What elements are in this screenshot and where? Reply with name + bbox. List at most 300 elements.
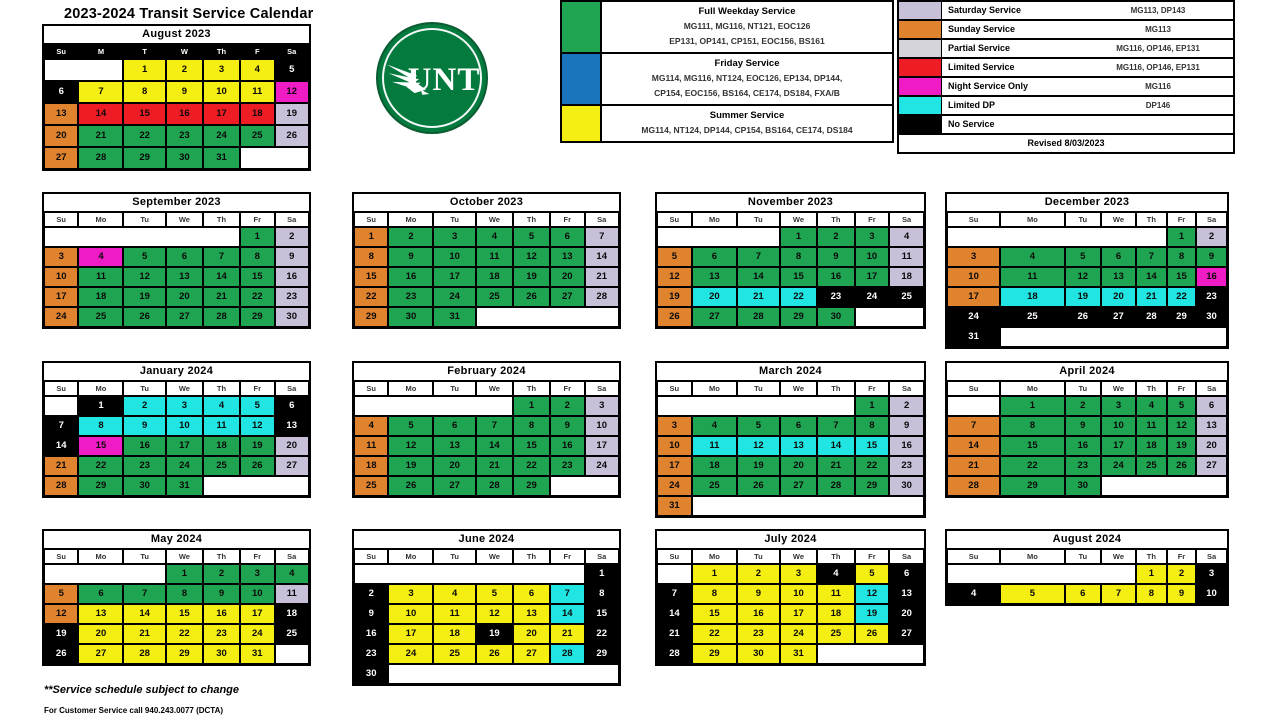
day-cell: 20 <box>550 267 584 287</box>
day-cell: 30 <box>354 664 388 684</box>
day-cell: 8 <box>123 81 165 103</box>
day-cell: 25 <box>433 644 475 664</box>
day-cell: 24 <box>44 307 78 327</box>
weekday-header-row <box>947 212 1227 227</box>
day-cell: 29 <box>123 147 165 169</box>
day-cell: 7 <box>585 227 619 247</box>
day-cell: 15 <box>1000 436 1064 456</box>
day-cell: 1 <box>240 227 274 247</box>
day-cell: 20 <box>889 604 924 624</box>
day-cell: 3 <box>855 227 890 247</box>
day-cell: 15 <box>692 604 737 624</box>
weekday-header: Th <box>817 381 854 396</box>
legend-left <box>560 0 894 143</box>
day-cell: 17 <box>388 624 433 644</box>
day-cell: 13 <box>550 247 584 267</box>
day-cell: 30 <box>1065 476 1101 496</box>
month-title: August 2023 <box>44 26 309 44</box>
day-cell: 3 <box>203 59 240 81</box>
weekday-header: We <box>476 212 513 227</box>
day-cell: 1 <box>692 564 737 584</box>
day-cell: 7 <box>123 584 165 604</box>
legend-section-title: Full Weekday Service <box>698 6 796 17</box>
weekday-header: Th <box>203 381 240 396</box>
day-cell: 13 <box>275 416 309 436</box>
month-title: May 2024 <box>44 531 309 549</box>
weekday-header: Th <box>817 212 854 227</box>
weekday-header: We <box>476 381 513 396</box>
day-cell: 3 <box>240 564 274 584</box>
day-cell: 10 <box>585 416 619 436</box>
day-cell: 19 <box>855 604 890 624</box>
weekday-header: Mo <box>1000 549 1064 564</box>
calendar-week-row <box>44 416 309 436</box>
day-cell: 26 <box>44 644 78 664</box>
day-cell: 29 <box>585 644 619 664</box>
day-cell: 15 <box>166 604 203 624</box>
weekday-header: Sa <box>889 381 924 396</box>
calendar-week-row <box>657 436 924 456</box>
day-cell: 29 <box>240 307 274 327</box>
day-cell: 30 <box>817 307 854 327</box>
empty-cell <box>388 664 619 684</box>
day-cell: 21 <box>123 624 165 644</box>
legend-label: Partial Service <box>948 43 1011 53</box>
day-cell: 18 <box>203 436 240 456</box>
day-cell: 1 <box>123 59 165 81</box>
weekday-header: Su <box>657 212 692 227</box>
legend-section-yellow <box>562 106 892 141</box>
weekday-header: F <box>240 44 274 59</box>
calendar-week-row <box>354 247 619 267</box>
lavender-swatch <box>899 2 942 19</box>
month-title: January 2024 <box>44 363 309 381</box>
day-cell: 2 <box>1065 396 1101 416</box>
calendar-week-row <box>657 227 924 247</box>
weekday-header: Th <box>1136 212 1167 227</box>
day-cell: 1 <box>1136 564 1167 584</box>
empty-cell <box>240 147 309 169</box>
day-cell: 1 <box>855 396 890 416</box>
day-cell: 24 <box>166 456 203 476</box>
day-cell: 6 <box>275 396 309 416</box>
day-cell: 21 <box>550 624 584 644</box>
day-cell: 13 <box>1101 267 1136 287</box>
day-cell: 11 <box>817 584 854 604</box>
weekday-header: Tu <box>433 549 475 564</box>
day-cell: 18 <box>354 456 388 476</box>
day-cell: 27 <box>44 147 78 169</box>
day-cell: 8 <box>855 416 890 436</box>
day-cell: 16 <box>354 624 388 644</box>
day-cell: 20 <box>1196 436 1227 456</box>
day-cell: 15 <box>780 267 817 287</box>
day-cell: 14 <box>947 436 1000 456</box>
day-cell: 26 <box>240 456 274 476</box>
weekday-header: Tu <box>433 381 475 396</box>
calendar-week-row <box>44 624 309 644</box>
day-cell: 4 <box>817 564 854 584</box>
day-cell: 27 <box>550 287 584 307</box>
day-cell: 17 <box>240 604 274 624</box>
day-cell: 10 <box>780 584 817 604</box>
weekday-header: Sa <box>585 549 619 564</box>
day-cell: 31 <box>433 307 475 327</box>
legend-label: Limited DP <box>948 100 996 110</box>
empty-cell <box>44 227 240 247</box>
legend-label: Sunday Service <box>948 24 1016 34</box>
day-cell: 24 <box>947 307 1000 327</box>
day-cell: 9 <box>166 81 203 103</box>
day-cell: 7 <box>78 81 123 103</box>
month-title: October 2023 <box>354 194 619 212</box>
weekday-header: Su <box>354 549 388 564</box>
day-cell: 17 <box>657 456 692 476</box>
calendar-week-row <box>657 287 924 307</box>
weekday-header: Tu <box>123 381 165 396</box>
day-cell: 10 <box>1196 584 1227 604</box>
day-cell: 9 <box>1196 247 1227 267</box>
legend-section-blue <box>562 54 892 106</box>
day-cell: 27 <box>692 307 737 327</box>
day-cell: 3 <box>657 416 692 436</box>
day-cell: 26 <box>123 307 165 327</box>
weekday-header-row <box>657 549 924 564</box>
weekday-header: Tu <box>737 549 780 564</box>
day-cell: 29 <box>513 476 550 496</box>
day-cell: 27 <box>889 624 924 644</box>
calendar-week-row <box>44 147 309 169</box>
legend-row-cyan <box>899 97 1233 116</box>
calendar-week-row <box>947 476 1227 496</box>
weekday-header: Fr <box>855 549 890 564</box>
day-cell: 1 <box>585 564 619 584</box>
legend-label: Limited Service <box>948 62 1015 72</box>
day-cell: 15 <box>78 436 123 456</box>
day-cell: 1 <box>78 396 123 416</box>
day-cell: 22 <box>123 125 165 147</box>
month-title: June 2024 <box>354 531 619 549</box>
day-cell: 22 <box>513 456 550 476</box>
day-cell: 18 <box>476 267 513 287</box>
empty-cell <box>44 59 123 81</box>
calendar-week-row <box>354 227 619 247</box>
weekday-header: Fr <box>550 212 584 227</box>
day-cell: 29 <box>166 644 203 664</box>
day-cell: 2 <box>123 396 165 416</box>
weekday-header: Th <box>513 212 550 227</box>
day-cell: 14 <box>550 604 584 624</box>
day-cell: 28 <box>44 476 78 496</box>
empty-cell <box>855 307 924 327</box>
footnote-schedule-change: **Service schedule subject to change <box>44 684 240 696</box>
day-cell: 20 <box>780 456 817 476</box>
day-cell: 10 <box>44 267 78 287</box>
day-cell: 18 <box>1136 436 1167 456</box>
legend-value: MG113, DP143 <box>1130 6 1186 15</box>
weekday-header: Fr <box>855 212 890 227</box>
day-cell: 8 <box>354 247 388 267</box>
weekday-header: We <box>1101 381 1136 396</box>
day-cell: 13 <box>78 604 123 624</box>
day-cell: 14 <box>476 436 513 456</box>
calendar-week-row <box>657 584 924 604</box>
day-cell: 8 <box>1167 247 1196 267</box>
day-cell: 22 <box>354 287 388 307</box>
weekday-header: Mo <box>388 549 433 564</box>
weekday-header: Mo <box>692 381 737 396</box>
legend-route-list: MG114, NT124, DP144, CP154, BS164, CE174, DS184 <box>641 125 853 135</box>
calendar-week-row <box>947 247 1227 267</box>
day-cell: 16 <box>889 436 924 456</box>
day-cell: 10 <box>1101 416 1136 436</box>
weekday-header: We <box>166 549 203 564</box>
empty-cell <box>947 396 1000 416</box>
day-cell: 11 <box>1000 267 1064 287</box>
day-cell: 6 <box>166 247 203 267</box>
calendar-week-row <box>44 436 309 456</box>
day-cell: 20 <box>44 125 78 147</box>
legend-value: MG113 <box>1145 25 1171 34</box>
legend-row-lavender <box>899 2 1233 21</box>
day-cell: 18 <box>433 624 475 644</box>
day-cell: 10 <box>203 81 240 103</box>
calendar-february-2024 <box>352 361 621 498</box>
month-title: September 2023 <box>44 194 309 212</box>
day-cell: 3 <box>388 584 433 604</box>
day-cell: 13 <box>1196 416 1227 436</box>
day-cell: 12 <box>855 584 890 604</box>
day-cell: 1 <box>1167 227 1196 247</box>
day-cell: 10 <box>388 604 433 624</box>
day-cell: 25 <box>240 125 274 147</box>
gray-swatch <box>899 40 942 57</box>
day-cell: 13 <box>692 267 737 287</box>
calendar-week-row <box>44 564 309 584</box>
day-cell: 25 <box>1136 456 1167 476</box>
magenta-swatch <box>899 78 942 95</box>
weekday-header: Su <box>947 549 1000 564</box>
day-cell: 26 <box>657 307 692 327</box>
day-cell: 7 <box>44 416 78 436</box>
day-cell: 12 <box>123 267 165 287</box>
day-cell: 25 <box>203 456 240 476</box>
weekday-header: Sa <box>889 212 924 227</box>
empty-cell <box>657 396 855 416</box>
weekday-header: Su <box>44 212 78 227</box>
day-cell: 27 <box>433 476 475 496</box>
legend-section-text <box>602 54 892 104</box>
day-cell: 7 <box>817 416 854 436</box>
weekday-header-row <box>657 381 924 396</box>
weekday-header: Sa <box>275 44 309 59</box>
calendar-april-2024 <box>945 361 1229 498</box>
calendar-march-2024 <box>655 361 926 518</box>
calendar-week-row <box>354 307 619 327</box>
day-cell: 1 <box>780 227 817 247</box>
logo-text: UNT <box>407 61 481 98</box>
calendar-january-2024 <box>42 361 311 498</box>
calendar-week-row <box>44 584 309 604</box>
day-cell: 20 <box>166 287 203 307</box>
calendar-week-row <box>657 416 924 436</box>
calendar-week-row <box>44 476 309 496</box>
day-cell: 5 <box>1065 247 1101 267</box>
calendar-december-2023 <box>945 192 1229 349</box>
calendar-week-row <box>657 496 924 516</box>
day-cell: 22 <box>166 624 203 644</box>
day-cell: 10 <box>657 436 692 456</box>
legend-route-list: MG111, MG116, NT121, EOC126 <box>683 21 811 31</box>
weekday-header: Fr <box>550 549 584 564</box>
day-cell: 18 <box>889 267 924 287</box>
weekday-header: Sa <box>275 549 309 564</box>
day-cell: 23 <box>889 456 924 476</box>
day-cell: 14 <box>737 267 780 287</box>
calendar-week-row <box>657 476 924 496</box>
day-cell: 12 <box>1065 267 1101 287</box>
empty-cell <box>44 564 166 584</box>
day-cell: 14 <box>585 247 619 267</box>
calendar-week-row <box>354 396 619 416</box>
calendar-week-row <box>947 436 1227 456</box>
weekday-header: Tu <box>433 212 475 227</box>
calendar-june-2024 <box>352 529 621 686</box>
day-cell: 28 <box>1136 307 1167 327</box>
day-cell: 4 <box>433 584 475 604</box>
day-cell: 22 <box>780 287 817 307</box>
weekday-header: Th <box>203 44 240 59</box>
weekday-header: Su <box>657 381 692 396</box>
day-cell: 26 <box>388 476 433 496</box>
day-cell: 1 <box>513 396 550 416</box>
day-cell: 2 <box>203 564 240 584</box>
calendar-may-2024 <box>42 529 311 666</box>
yellow-swatch <box>562 106 602 141</box>
day-cell: 18 <box>240 103 274 125</box>
legend-label: Night Service Only <box>948 81 1029 91</box>
weekday-header: Fr <box>240 381 274 396</box>
day-cell: 17 <box>855 267 890 287</box>
day-cell: 28 <box>817 476 854 496</box>
day-cell: 11 <box>1136 416 1167 436</box>
empty-cell <box>817 644 924 664</box>
calendar-week-row <box>44 307 309 327</box>
day-cell: 25 <box>275 624 309 644</box>
day-cell: 29 <box>692 644 737 664</box>
legend-route-list: EP131, OP141, CP151, EOC156, BS161 <box>669 36 825 46</box>
day-cell: 7 <box>737 247 780 267</box>
day-cell: 11 <box>354 436 388 456</box>
day-cell: 29 <box>78 476 123 496</box>
day-cell: 30 <box>123 476 165 496</box>
day-cell: 13 <box>780 436 817 456</box>
day-cell: 21 <box>585 267 619 287</box>
day-cell: 17 <box>585 436 619 456</box>
day-cell: 24 <box>388 644 433 664</box>
weekday-header: Tu <box>737 212 780 227</box>
weekday-header: Mo <box>388 212 433 227</box>
day-cell: 6 <box>550 227 584 247</box>
day-cell: 28 <box>657 644 692 664</box>
day-cell: 2 <box>817 227 854 247</box>
weekday-header: We <box>1101 212 1136 227</box>
weekday-header: Fr <box>1167 381 1196 396</box>
day-cell: 4 <box>476 227 513 247</box>
day-cell: 31 <box>780 644 817 664</box>
day-cell: 20 <box>275 436 309 456</box>
green-swatch <box>562 2 602 52</box>
day-cell: 31 <box>657 496 692 516</box>
day-cell: 8 <box>513 416 550 436</box>
weekday-header: W <box>166 44 203 59</box>
day-cell: 25 <box>354 476 388 496</box>
legend-section-title: Summer Service <box>709 110 785 121</box>
day-cell: 12 <box>240 416 274 436</box>
day-cell: 28 <box>550 644 584 664</box>
day-cell: 27 <box>275 456 309 476</box>
weekday-header: Sa <box>889 549 924 564</box>
day-cell: 8 <box>240 247 274 267</box>
day-cell: 11 <box>433 604 475 624</box>
legend-section-green <box>562 2 892 54</box>
calendar-week-row <box>354 644 619 664</box>
month-title: August 2024 <box>947 531 1227 549</box>
day-cell: 20 <box>1101 287 1136 307</box>
day-cell: 28 <box>476 476 513 496</box>
red-swatch <box>899 59 942 76</box>
day-cell: 23 <box>166 125 203 147</box>
calendar-week-row <box>947 456 1227 476</box>
day-cell: 5 <box>388 416 433 436</box>
day-cell: 4 <box>947 584 1000 604</box>
weekday-header: Th <box>203 212 240 227</box>
weekday-header: Mo <box>78 212 123 227</box>
empty-cell <box>476 307 619 327</box>
day-cell: 12 <box>513 247 550 267</box>
calendar-week-row <box>947 307 1227 327</box>
day-cell: 23 <box>737 624 780 644</box>
weekday-header: Su <box>44 549 78 564</box>
weekday-header-row <box>44 549 309 564</box>
day-cell: 10 <box>433 247 475 267</box>
calendar-week-row <box>947 584 1227 604</box>
day-cell: 15 <box>513 436 550 456</box>
empty-cell <box>947 564 1136 584</box>
day-cell: 25 <box>817 624 854 644</box>
day-cell: 23 <box>550 456 584 476</box>
calendar-week-row <box>44 287 309 307</box>
weekday-header-row <box>947 549 1227 564</box>
calendar-week-row <box>44 103 309 125</box>
calendar-week-row <box>947 416 1227 436</box>
day-cell: 21 <box>737 287 780 307</box>
weekday-header: Su <box>354 381 388 396</box>
day-cell: 3 <box>585 396 619 416</box>
day-cell: 5 <box>476 584 513 604</box>
weekday-header-row <box>44 44 309 59</box>
day-cell: 16 <box>1065 436 1101 456</box>
day-cell: 16 <box>550 436 584 456</box>
weekday-header: Su <box>44 44 78 59</box>
day-cell: 3 <box>780 564 817 584</box>
day-cell: 21 <box>657 624 692 644</box>
day-cell: 11 <box>476 247 513 267</box>
day-cell: 30 <box>388 307 433 327</box>
legend-section-text <box>602 2 892 52</box>
day-cell: 29 <box>354 307 388 327</box>
day-cell: 19 <box>123 287 165 307</box>
